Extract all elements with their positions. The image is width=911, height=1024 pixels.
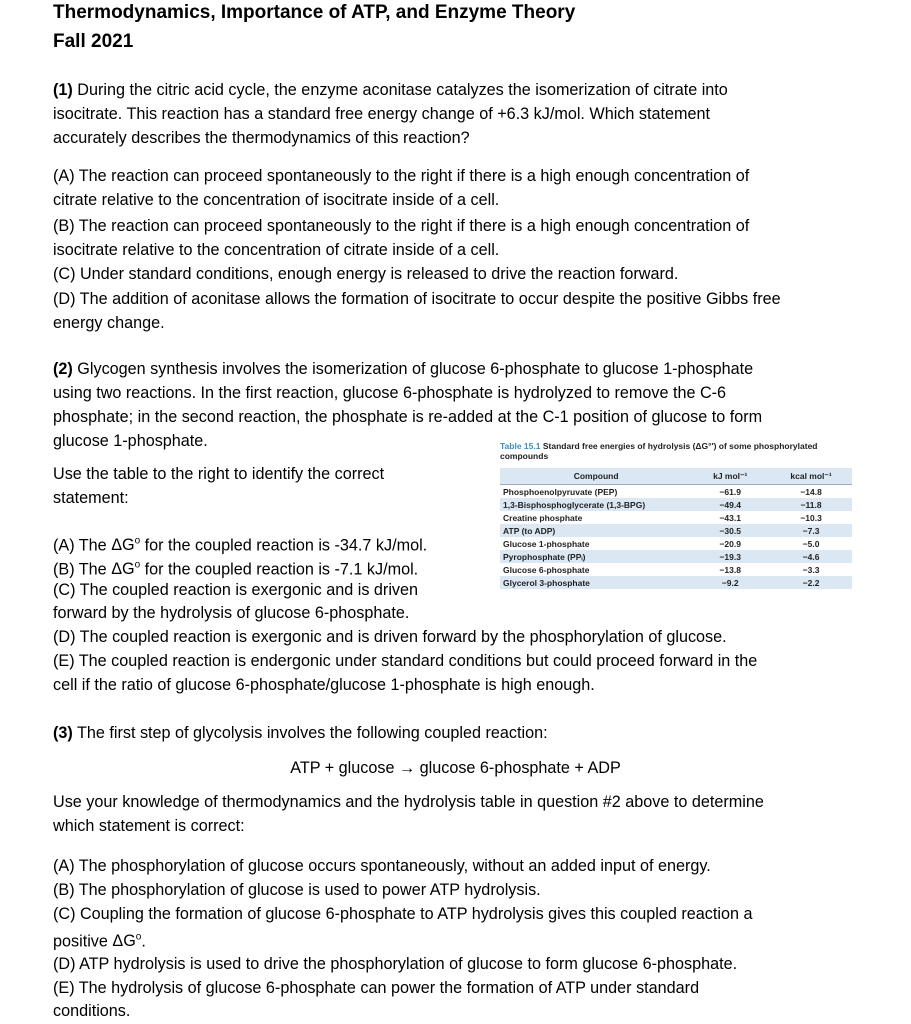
q2-option-a: (A) The $\Delta G^o$ for the coupled reaction is -34.7 kJ/mol. — [53, 536, 428, 555]
table-number: Table 15.1 — [500, 441, 541, 451]
q2-stem-line-2: using two reactions. In the first reaction, glucose 6-phosphate is hydrolyzed to remove the C-6 — [53, 384, 727, 402]
table-row: Glucose 1-phosphate −20.9 −5.0 — [503, 538, 820, 549]
q3-option-a: (A) The phosphorylation of glucose occurs spontaneously, without an added input of energy. — [53, 857, 711, 875]
q3-number: (3) — [53, 724, 73, 742]
column-header-kcal: kcal mol⁻¹ — [770, 468, 852, 485]
q1-stem-line-2: isocitrate. This reaction has a standard free energy change of +6.3 kJ/mol. Which statement — [53, 105, 710, 123]
document-title: Thermodynamics, Importance of ATP, and Enzyme Theory — [53, 2, 576, 23]
q2-stem-line-4: glucose 1-phosphate. — [53, 432, 208, 450]
column-header-compound: Compound — [500, 468, 690, 485]
table-caption-text: Standard free energies of hydrolysis (ΔG°′) of some phosphorylated — [542, 441, 818, 451]
q3-option-c-cont: positive $\Delta G^o$. — [53, 932, 146, 951]
q1-option-b-cont: isocitrate relative to the concentration of citrate inside of a cell. — [53, 241, 500, 259]
delta-g-symbol: $\Delta G^o$ — [111, 560, 141, 579]
q3-option-c: (C) Coupling the formation of glucose 6-phosphate to ATP hydrolysis gives this coupled reaction a — [53, 905, 753, 923]
q1-option-c: (C) Under standard conditions, enough energy is released to drive the reaction forward. — [53, 265, 679, 283]
q1-option-a: (A) The reaction can proceed spontaneously to the right if there is a high enough concentration of — [53, 167, 750, 185]
q1-stem-line-1: (1) During the citric acid cycle, the enzyme aconitase catalyzes the isomerization of citrate into — [53, 81, 728, 99]
hydrolysis-data-table — [500, 468, 852, 589]
column-header-kj: kJ mol⁻¹ — [690, 468, 770, 485]
q3-option-e-cont: conditions. — [53, 1002, 131, 1020]
table-row: Pyrophosphate (PPᵢ) −19.3 −4.6 — [500, 550, 852, 563]
table-caption-text-cont: compounds — [500, 451, 549, 461]
delta-g-symbol: $\Delta G^o$ — [111, 536, 141, 555]
table-row: Creatine phosphate −43.1 −10.3 — [503, 512, 822, 523]
q3-option-e: (E) The hydrolysis of glucose 6-phosphate can power the formation of ATP under standard — [53, 979, 700, 997]
q1-option-b: (B) The reaction can proceed spontaneously to the right if there is a high enough concentration of — [53, 217, 750, 235]
q3-stem: (3) The first step of glycolysis involves the following coupled reaction: — [53, 724, 548, 742]
q2-option-d: (D) The coupled reaction is exergonic and is driven forward by the phosphorylation of glucose. — [53, 628, 727, 646]
q3-instruction-line-1: Use your knowledge of thermodynamics and the hydrolysis table in question #2 above to determine — [53, 793, 764, 811]
q2-stem-line-3: phosphate; in the second reaction, the phosphate is re-added at the C-1 position of glucose to form — [53, 408, 763, 426]
q1-option-d-cont: energy change. — [53, 314, 165, 332]
q2-number: (2) — [53, 360, 73, 378]
q3-option-b: (B) The phosphorylation of glucose is used to power ATP hydrolysis. — [53, 881, 541, 899]
q2-option-c: (C) The coupled reaction is exergonic and is driven — [53, 581, 419, 599]
q2-option-c-cont: forward by the hydrolysis of glucose 6-phosphate. — [53, 604, 410, 622]
table-row: Phosphoenolpyruvate (PEP) −61.9 −14.8 — [503, 486, 822, 497]
table-row: Glycerol 3-phosphate −9.2 −2.2 — [500, 576, 852, 589]
q3-reaction: ATP + glucose → glucose 6-phosphate + ADP — [290, 759, 621, 777]
table-caption — [500, 441, 852, 461]
q2-option-e-cont: cell if the ratio of glucose 6-phosphate/glucose 1-phosphate is high enough. — [53, 676, 595, 694]
q1-stem-line-3: accurately describes the thermodynamics of this reaction? — [53, 129, 470, 147]
table-row: Glucose 6-phosphate −13.8 −3.3 — [503, 564, 820, 575]
q2-option-b: (B) The $\Delta G^o$ for the coupled reaction is -7.1 kJ/mol. — [53, 560, 419, 579]
q1-option-a-cont: citrate relative to the concentration of isocitrate inside of a cell. — [53, 191, 500, 209]
delta-g-symbol: $\Delta G^o$ — [112, 932, 142, 951]
q2-instruction-line-2: statement: — [53, 489, 129, 507]
table-row: ATP (to ADP) −30.5 −7.3 — [500, 524, 852, 537]
q3-instruction-line-2: which statement is correct: — [53, 817, 245, 835]
q2-stem-line-1: (2) Glycogen synthesis involves the isomerization of glucose 6-phosphate to glucose 1-phosphate — [53, 360, 754, 378]
document-term: Fall 2021 — [53, 31, 134, 52]
q2-option-e: (E) The coupled reaction is endergonic under standard conditions but could proceed forward in the — [53, 652, 758, 670]
q2-instruction-line-1: Use the table to the right to identify the correct — [53, 465, 385, 483]
hydrolysis-table — [500, 441, 852, 588]
table-header-row — [500, 468, 852, 485]
q1-option-d: (D) The addition of aconitase allows the formation of isocitrate to occur despite the positive Gibbs free — [53, 290, 781, 308]
q3-option-d: (D) ATP hydrolysis is used to drive the phosphorylation of glucose to form glucose 6-phosphate. — [53, 955, 738, 973]
q1-number: (1) — [53, 81, 73, 99]
table-row: 1,3-Bisphosphoglycerate (1,3-BPG) −49.4 −11.8 — [500, 498, 852, 511]
